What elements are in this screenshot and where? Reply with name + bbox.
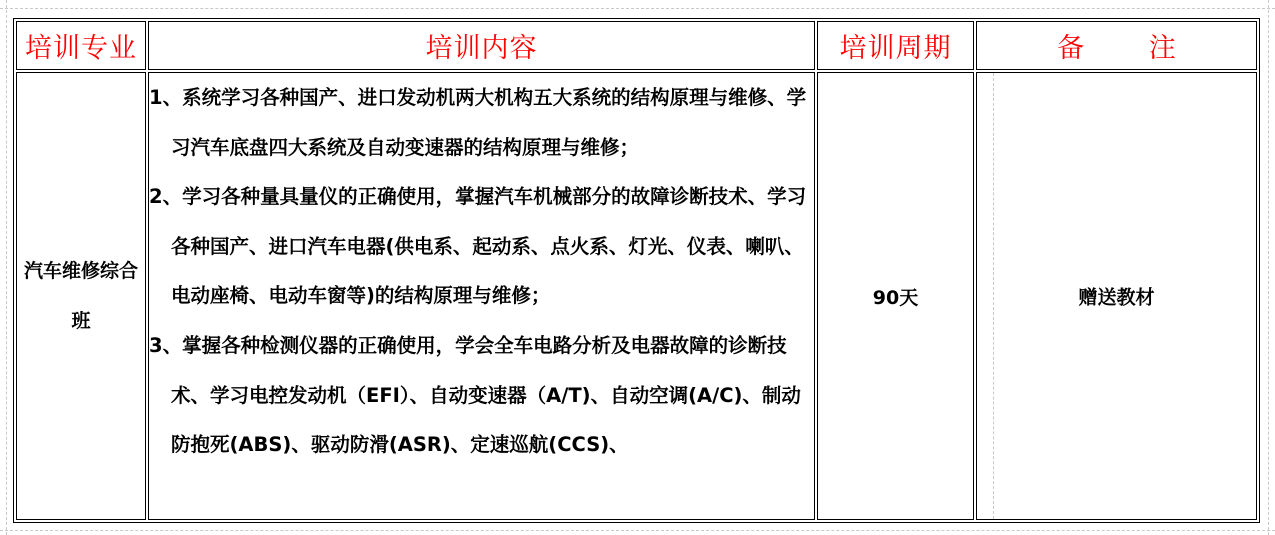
table-row xyxy=(16,72,1257,520)
content-item-3: 3、掌握各种检测仪器的正确使用，学会全车电路分析及电器故障的诊断技术、学习电控发动机（EFI）、自动变速器（A/T)、自动空调(A/C)、制动防抱死(ABS)、驱动防滑(ASR)、定速巡航(CCS)、 xyxy=(149,333,801,457)
content-cell[interactable] xyxy=(148,72,815,520)
sheet-gridline xyxy=(6,0,7,535)
sheet-gridline xyxy=(1268,0,1269,535)
period-cell[interactable] xyxy=(817,72,974,520)
sheet-gridline xyxy=(0,8,1275,9)
period-value: 90天 xyxy=(872,286,919,309)
header-major[interactable]: 培训专业 xyxy=(16,21,146,70)
header-row xyxy=(16,21,1257,70)
remark-cell[interactable] xyxy=(976,72,1257,520)
training-table xyxy=(13,18,1260,523)
content-item-2: 2、学习各种量具量仪的正确使用，掌握汽车机械部分的故障诊断技术、学习各种国产、进口汽车电器(供电系、起动系、点火系、灯光、仪表、喇叭、电动座椅、电动车窗等)的结构原理与维修； xyxy=(149,185,807,308)
content-item-1: 1、系统学习各种国产、进口发动机两大机构五大系统的结构原理与维修、学习汽车底盘四大系统及自动变速器的结构原理与维修； xyxy=(149,86,807,159)
header-content[interactable]: 培训内容 xyxy=(148,21,815,70)
major-name: 汽车维修综合班 xyxy=(23,260,138,332)
remark-value: 赠送教材 xyxy=(1078,286,1155,309)
sheet-gridline xyxy=(0,530,1275,531)
remark-wrap xyxy=(977,73,1256,519)
major-cell[interactable] xyxy=(16,72,146,520)
header-remark[interactable]: 备 注 xyxy=(976,21,1257,70)
header-period[interactable]: 培训周期 xyxy=(817,21,974,70)
